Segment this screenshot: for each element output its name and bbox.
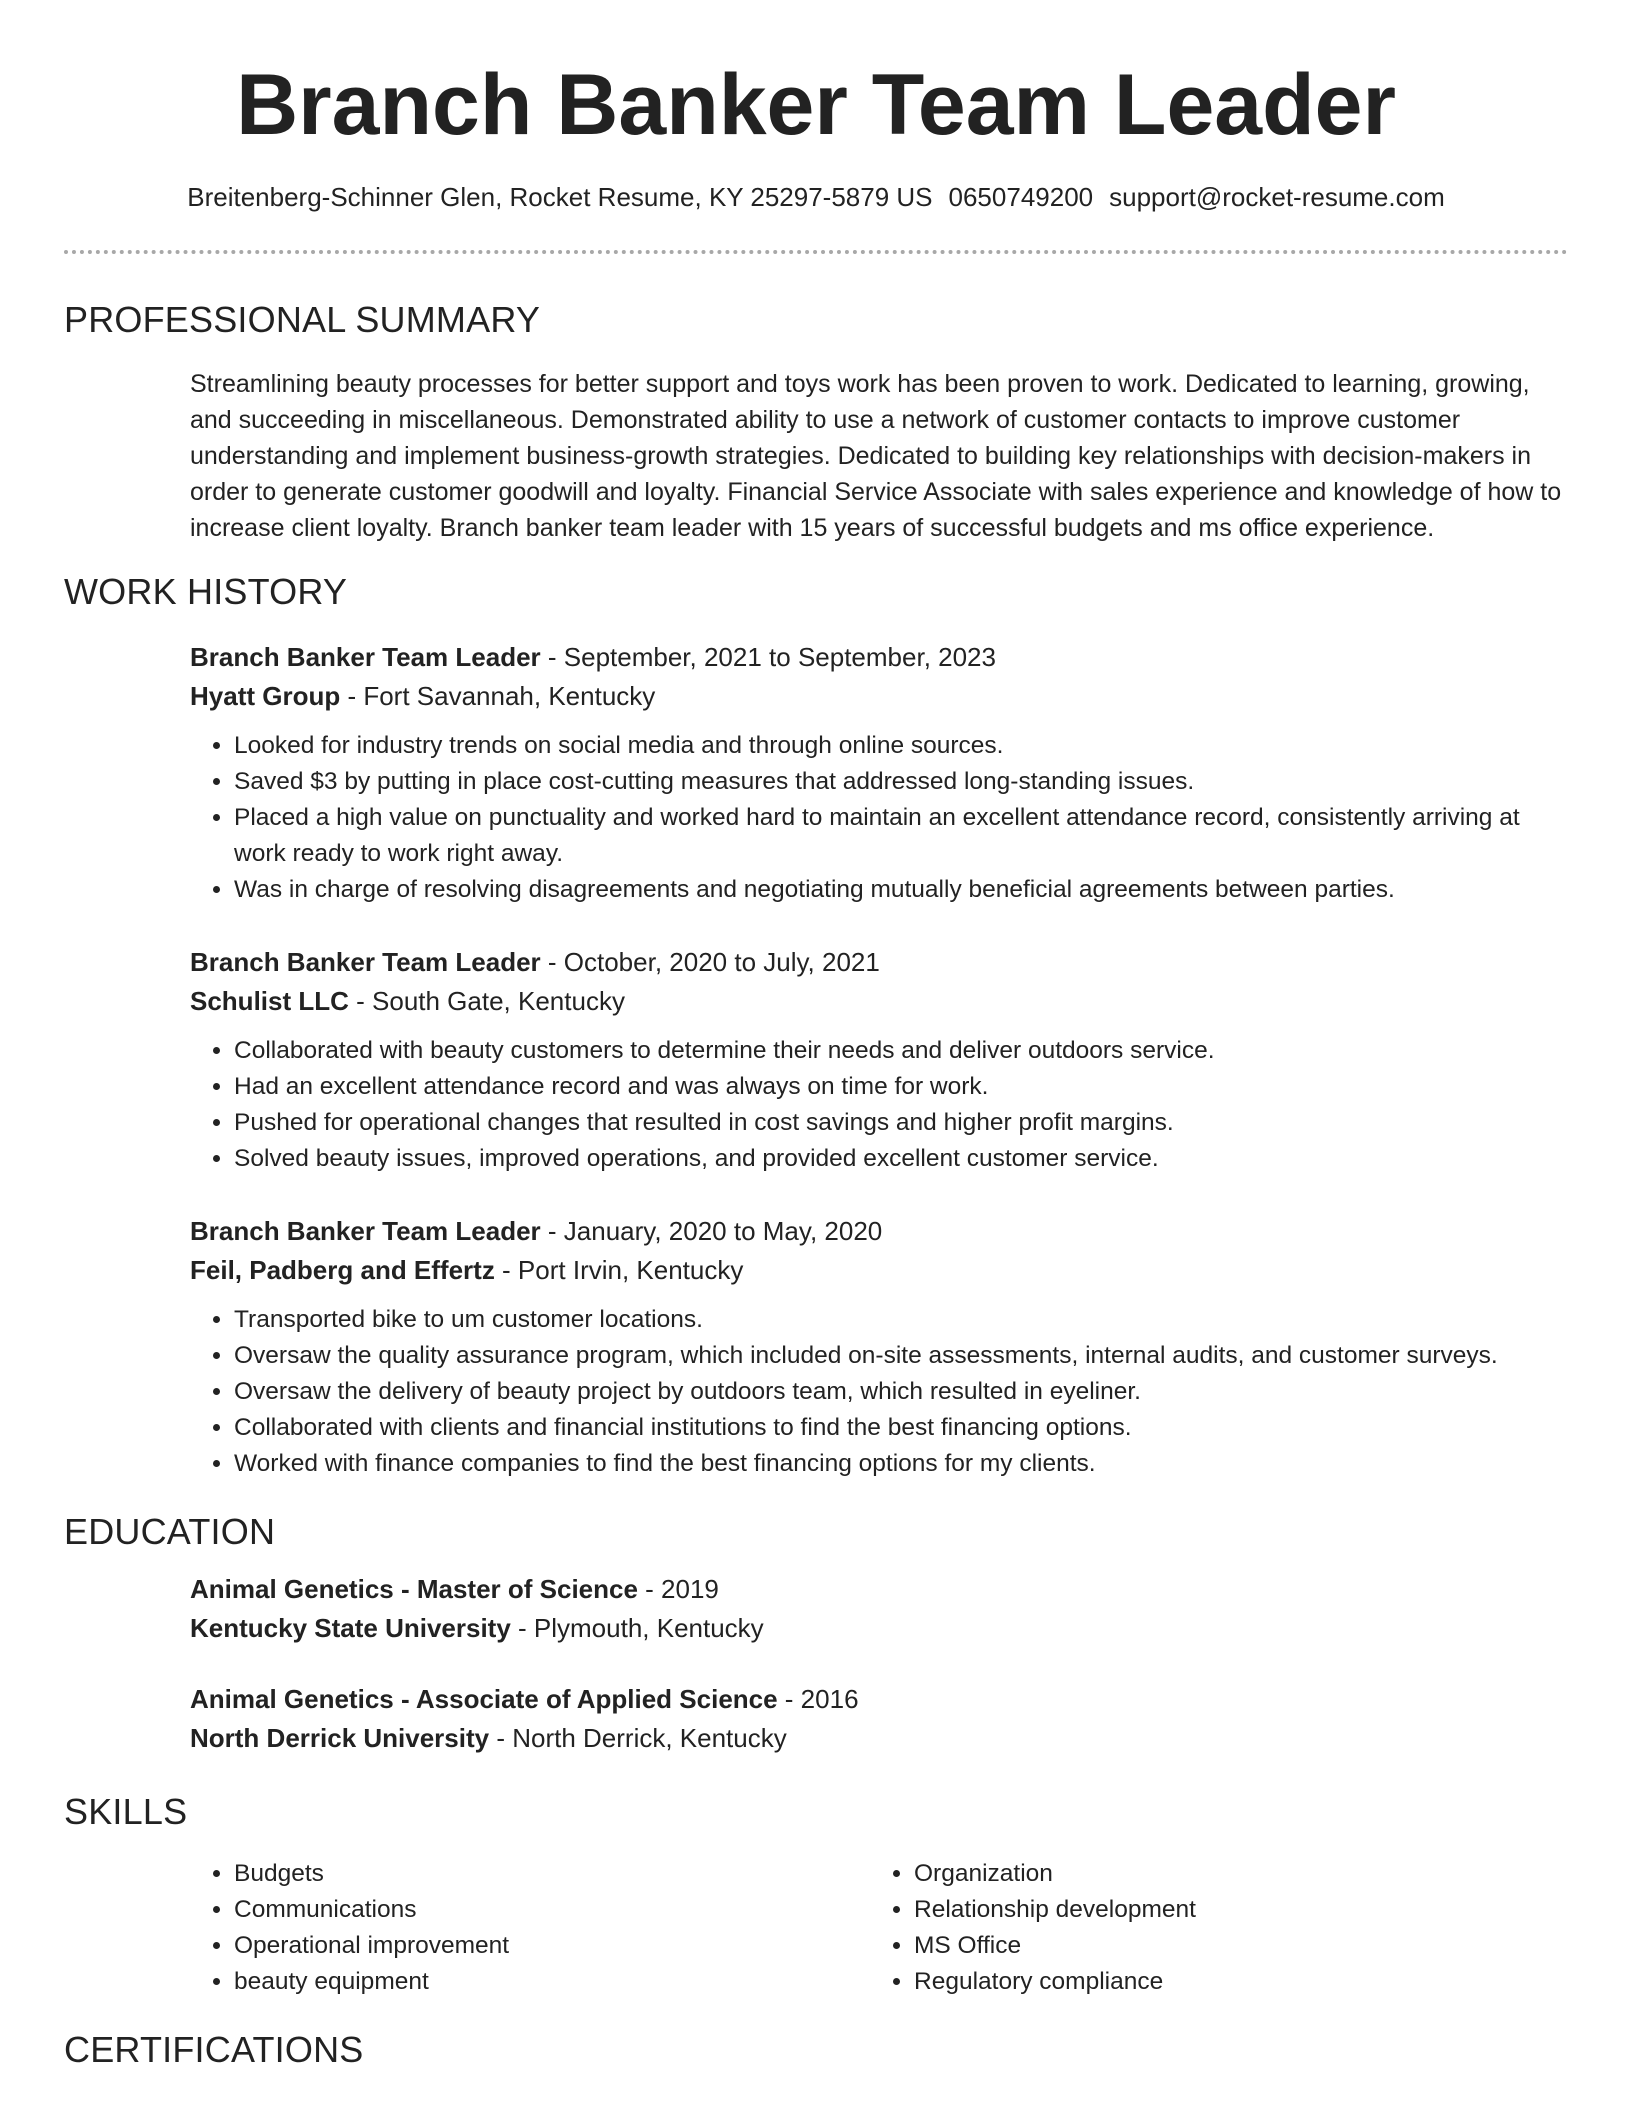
job-bullets — [190, 1302, 1570, 1482]
job-role: Branch Banker Team Leader — [190, 1216, 541, 1246]
skill-item: • MS Office — [914, 1928, 1550, 1964]
list-item: • Had an excellent attendance record and was always on time for work. — [234, 1069, 1570, 1105]
section-title-summary: PROFESSIONAL SUMMARY — [64, 299, 541, 340]
job-company-line — [190, 982, 1570, 1021]
education-entry — [190, 1680, 1570, 1758]
list-item: • Oversaw the delivery of beauty project by outdoors team, which resulted in eyeliner. — [234, 1374, 1570, 1410]
list-item: • Solved beauty issues, improved operations, and provided excellent customer service. — [234, 1141, 1570, 1177]
contact-address: Breitenberg-Schinner Glen, Rocket Resume, KY 25297-5879 US — [187, 182, 933, 212]
job-dates: - January, 2020 to May, 2020 — [540, 1216, 883, 1246]
job-company: Hyatt Group — [190, 681, 341, 711]
education-school: Kentucky State University — [190, 1613, 511, 1643]
skills-column-right — [870, 1856, 1550, 2000]
education-degree: Animal Genetics - Associate of Applied Science — [190, 1684, 778, 1714]
education-degree-line — [190, 1680, 1570, 1719]
education-entry — [190, 1570, 1570, 1648]
education-location: - Plymouth, Kentucky — [510, 1613, 764, 1643]
summary-text: Streamlining beauty processes for better support and toys work has been proven to work. Dedicated to learning, growing, and succeeding in miscellaneous. Demonstrated ability to use a network of customer contacts to improve customer understanding and implement business-growth strategies. Dedicated to building key relationships with decision-makers in order to generate customer goodwill and loyalty. Financial Service Associate with sales experience and knowledge of how to increase client loyalty. Branch banker team leader with 15 years of successful budgets and ms office experience. — [190, 370, 1562, 542]
skill-item: • Regulatory compliance — [914, 1964, 1550, 2000]
job-dates: - September, 2021 to September, 2023 — [540, 642, 996, 672]
education-school-line — [190, 1609, 1570, 1648]
job-company: Schulist LLC — [190, 986, 349, 1016]
job-location: - Fort Savannah, Kentucky — [340, 681, 656, 711]
list-item: • Oversaw the quality assurance program, which included on-site assessments, internal audits, and customer surveys. — [234, 1338, 1570, 1374]
section-title-skills: SKILLS — [64, 1791, 188, 1832]
education-degree-line — [190, 1570, 1570, 1609]
header-divider — [64, 250, 1568, 254]
skill-item: • Relationship development — [914, 1892, 1550, 1928]
job-role: Branch Banker Team Leader — [190, 642, 541, 672]
skill-item: • beauty equipment — [234, 1964, 870, 2000]
list-item: • Collaborated with clients and financial institutions to find the best financing options. — [234, 1410, 1570, 1446]
section-title-certifications: CERTIFICATIONS — [64, 2029, 364, 2070]
education-year: - 2016 — [777, 1684, 859, 1714]
job-company-line — [190, 1251, 1570, 1290]
list-item: • Saved $3 by putting in place cost-cutting measures that addressed long-standing issues. — [234, 764, 1570, 800]
job-entry — [190, 943, 1570, 1177]
job-dates: - October, 2020 to July, 2021 — [540, 947, 880, 977]
education-school: North Derrick University — [190, 1723, 490, 1753]
education-location: - North Derrick, Kentucky — [489, 1723, 787, 1753]
education-year: - 2019 — [637, 1574, 719, 1604]
skills-column-left — [190, 1856, 870, 2000]
list-item: • Placed a high value on punctuality and worked hard to maintain an excellent attendance record, consistently arriving at work ready to work right away. — [234, 800, 1570, 872]
list-item: • Worked with finance companies to find the best financing options for my clients. — [234, 1446, 1570, 1482]
skill-item: • Organization — [914, 1856, 1550, 1892]
list-item: • Looked for industry trends on social media and through online sources. — [234, 728, 1570, 764]
list-item: • Pushed for operational changes that resulted in cost savings and higher profit margins. — [234, 1105, 1570, 1141]
skill-item: • Communications — [234, 1892, 870, 1928]
contact-email: support@rocket-resume.com — [1109, 182, 1445, 212]
job-bullets — [190, 728, 1570, 908]
skill-item: • Budgets — [234, 1856, 870, 1892]
candidate-name: Branch Banker Team Leader — [236, 57, 1396, 153]
skills-grid — [190, 1856, 1570, 2000]
skill-item: • Operational improvement — [234, 1928, 870, 1964]
job-entry — [190, 1212, 1570, 1482]
list-item: • Was in charge of resolving disagreements and negotiating mutually beneficial agreements between parties. — [234, 872, 1570, 908]
contact-phone: 0650749200 — [948, 182, 1094, 212]
job-bullets — [190, 1033, 1570, 1177]
section-title-education: EDUCATION — [64, 1511, 276, 1552]
education-degree: Animal Genetics - Master of Science — [190, 1574, 638, 1604]
list-item: • Transported bike to um customer locations. — [234, 1302, 1570, 1338]
job-title-line — [190, 1212, 1570, 1251]
job-role: Branch Banker Team Leader — [190, 947, 541, 977]
job-company: Feil, Padberg and Effertz — [190, 1255, 495, 1285]
job-title-line — [190, 943, 1570, 982]
list-item: • Collaborated with beauty customers to determine their needs and deliver outdoors service. — [234, 1033, 1570, 1069]
education-school-line — [190, 1719, 1570, 1758]
section-title-work: WORK HISTORY — [64, 571, 348, 612]
contact-line — [0, 180, 1632, 214]
job-company-line — [190, 677, 1570, 716]
job-location: - South Gate, Kentucky — [348, 986, 625, 1016]
job-title-line — [190, 638, 1570, 677]
job-location: - Port Irvin, Kentucky — [494, 1255, 744, 1285]
job-entry — [190, 638, 1570, 908]
